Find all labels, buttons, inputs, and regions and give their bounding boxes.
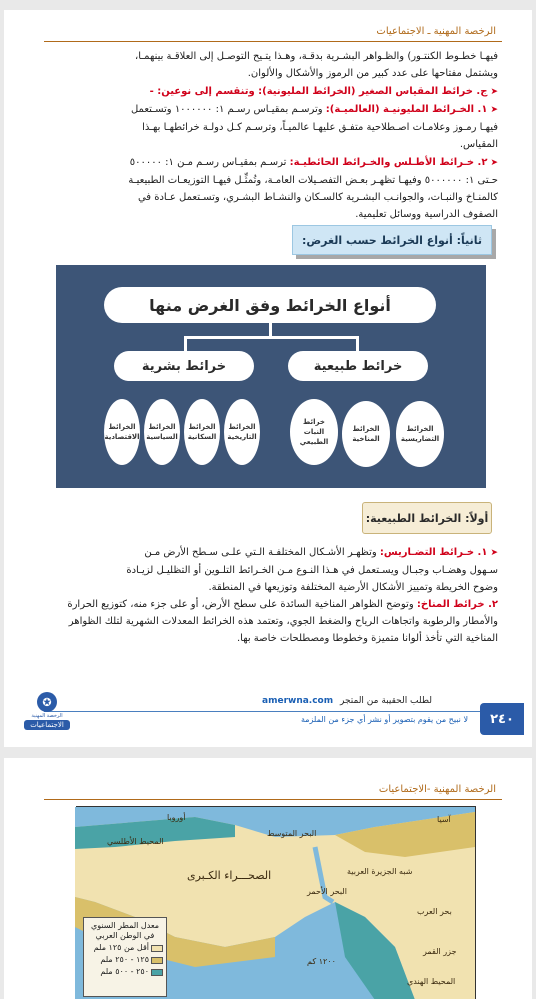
- world-maps-paragraph: [40, 101, 498, 153]
- legend-row: أقل من ١٢٥ ملم: [87, 943, 163, 953]
- natural-maps-node: خرائط طبيعية: [288, 351, 428, 381]
- climate-line: المناخية التي تأخذ ألوانا متميزة وخطوطا ومصطلحات خاصة بها.: [236, 633, 498, 644]
- header-divider: [44, 41, 502, 42]
- climate-paragraph: [40, 596, 498, 647]
- scale-bar: ١٢٠٠ كم: [307, 957, 336, 966]
- europe-label: أوروبا: [167, 813, 186, 822]
- section-two-banner: ثانياً: أنواع الخرائط حسب الغرض:: [292, 225, 492, 255]
- running-head: الرخصة المهنية ـ الاجتماعيات: [376, 26, 496, 37]
- historical-maps-node: الخرائط التاريخية: [224, 399, 260, 465]
- store-url-link[interactable]: amerwna.com: [262, 696, 334, 706]
- vegetation-maps-node: خرائط النبات الطبيعي: [290, 399, 338, 465]
- world-maps-line: المقياس.: [459, 139, 498, 150]
- intro-paragraph: [40, 48, 498, 82]
- comoros-label: جزر القمر: [423, 947, 457, 956]
- running-head: الرخصة المهنية -الاجتماعيات: [378, 784, 496, 795]
- atlas-line: كالمنـاخ والنبـات، والجوانـب البشـرية كالسـكان والنشـاط البشـري، وتسـتعمل عـادة في: [137, 192, 498, 203]
- mediterranean-label: البحر المتوسط: [267, 829, 317, 838]
- indian-ocean-label: المحيط الهندي: [407, 977, 456, 986]
- bullet-icon: ➤: [490, 158, 498, 168]
- connector-line: [269, 323, 272, 337]
- sahara-label: الصحـــراء الكـبرى: [187, 869, 272, 882]
- legend-swatch: [151, 969, 163, 976]
- relief-line: ➤١. خـرائط التضـاريس: وتظهـر الأشـكال المختلفـة الـتي علـى سـطح الأرض مـن: [144, 547, 498, 558]
- publisher-logo: [24, 692, 70, 736]
- legend-row: ٢٥٠ - ٥٠٠ ملم: [87, 967, 163, 977]
- logo-subtitle: الرخصة المهنية: [31, 713, 63, 719]
- logo-badge: الاجتماعيات: [24, 720, 70, 730]
- relief-paragraph: [40, 544, 498, 596]
- world-maps-line: ➤١. الخـرائط المليونيـة (العالميـة): وترسـم بمقيـاس رسـم ١: ١٠٠٠٠٠٠ وتسـتعمل: [130, 104, 498, 115]
- red-sea-label: البحر الأحمر: [307, 887, 347, 896]
- diagram-title: أنواع الخرائط وفق الغرض منها: [104, 287, 436, 323]
- arab-world-rainfall-map: [76, 806, 476, 999]
- page-240: [4, 10, 532, 747]
- store-notice: لطلب الحقيبة من المتجر amerwna.com: [262, 696, 432, 706]
- page-number: ٢٤٠: [480, 703, 524, 735]
- map-types-diagram: [56, 265, 486, 488]
- legend-title: معدل المطر السنوي في الوطن العربي: [90, 921, 160, 940]
- section-one-banner: أولاً: الخرائط الطبيعية:: [362, 502, 492, 534]
- intro-line: فيهـا خطـوط الكنتـور) والظـواهر البشـرية بدقـة، وهـذا يتـيح التوصـل إلى العلاقـة بينهمـا،: [134, 51, 498, 62]
- relief-line: وضوح الخريطة وتمييز الأشكال الأرضية المختلفة وتوزيعها في المنطقة.: [208, 582, 498, 593]
- intro-line: ويشتمل مفتاحها على عدد كبير من الرموز والأشكال والألوان.: [247, 68, 498, 79]
- footer-divider: [44, 711, 480, 712]
- climate-maps-node: الخرائط المناخية: [342, 401, 390, 467]
- bullet-icon: ➤: [490, 87, 498, 97]
- legend-row: ١٢٥ - ٢٥٠ ملم: [87, 955, 163, 965]
- copyright-warning: لا نبيح من يقوم بتصوير أو نشر أي جزء من الملزمة: [300, 715, 468, 724]
- arabian-sea-label: بحر العرب: [417, 907, 452, 916]
- atlas-line: الصفوف الدراسية ووسائل تعليمية.: [355, 209, 498, 220]
- arabian-peninsula-label: شبه الجزيرة العربية: [347, 867, 413, 876]
- bullet-icon: ➤: [490, 548, 498, 558]
- asia-label: آسيا: [437, 815, 451, 824]
- legend-swatch: [151, 945, 163, 952]
- human-maps-node: خرائط بشرية: [114, 351, 254, 381]
- connector-line: [184, 336, 187, 352]
- relief-line: سـهول وهضـاب وجبـال ويسـتعمل في هـذا النـوع مـن الخـرائط التلـوين أو التظليـل لزيـادة: [126, 565, 498, 576]
- economic-maps-node: الخرائط الاقتصادية: [104, 399, 140, 465]
- atlantic-label: المحيط الأطلسي: [107, 837, 164, 846]
- connector-line: [184, 336, 359, 339]
- bullet-icon: ➤: [490, 105, 498, 115]
- connector-line: [356, 336, 359, 352]
- atlas-line: ➤٢. خـرائط الأطـلس والخـرائط الحائطيـة: ترسـم بمقيـاس رسـم مـن ١: ٥٠٠٠٠٠: [129, 157, 498, 168]
- political-maps-node: الخرائط السياسية: [144, 399, 180, 465]
- relief-maps-node: الخرائط التضاريسية: [396, 401, 444, 467]
- population-maps-node: الخرائط السكانية: [184, 399, 220, 465]
- world-maps-line: فيهـا رمـوز وعلامـات اصـطلاحية متفـق عليهـا عالميـاً، وترسـم كـل دولـة خرائطهـا بهـذا: [142, 122, 498, 133]
- climate-line: ٢. خرائط المناخ: وتوضح الظواهر المناخية السائدة على سطح الأرض، أو على جزء منه، كتوزيع الحرارة: [67, 599, 498, 610]
- legend-swatch: [151, 957, 163, 964]
- rainfall-legend: [83, 917, 167, 997]
- logo-icon: ✪: [37, 692, 57, 712]
- atlas-line: حـتى ١: ٥٠٠٠٠٠٠ وفيهـا تظهـر بعـض التفصـيلات العامـة، وتُمثِّـل فيهـا التوزيعـات الطبيعيـة: [128, 175, 498, 186]
- header-divider: [44, 799, 502, 800]
- page-241: [4, 758, 532, 999]
- climate-line: والأمطار والرطوبة واتجاهات الرياح والضغط الجوي، وتعتمد هذه الخرائط المعدلات الشهرية لتلك الظواهر: [68, 616, 498, 627]
- atlas-maps-paragraph: [40, 154, 498, 223]
- small-scale-heading: ➤ج. خرائط المقياس الصغير (الخرائط المليونية): وتنقسم إلى نوعين: -: [149, 86, 498, 97]
